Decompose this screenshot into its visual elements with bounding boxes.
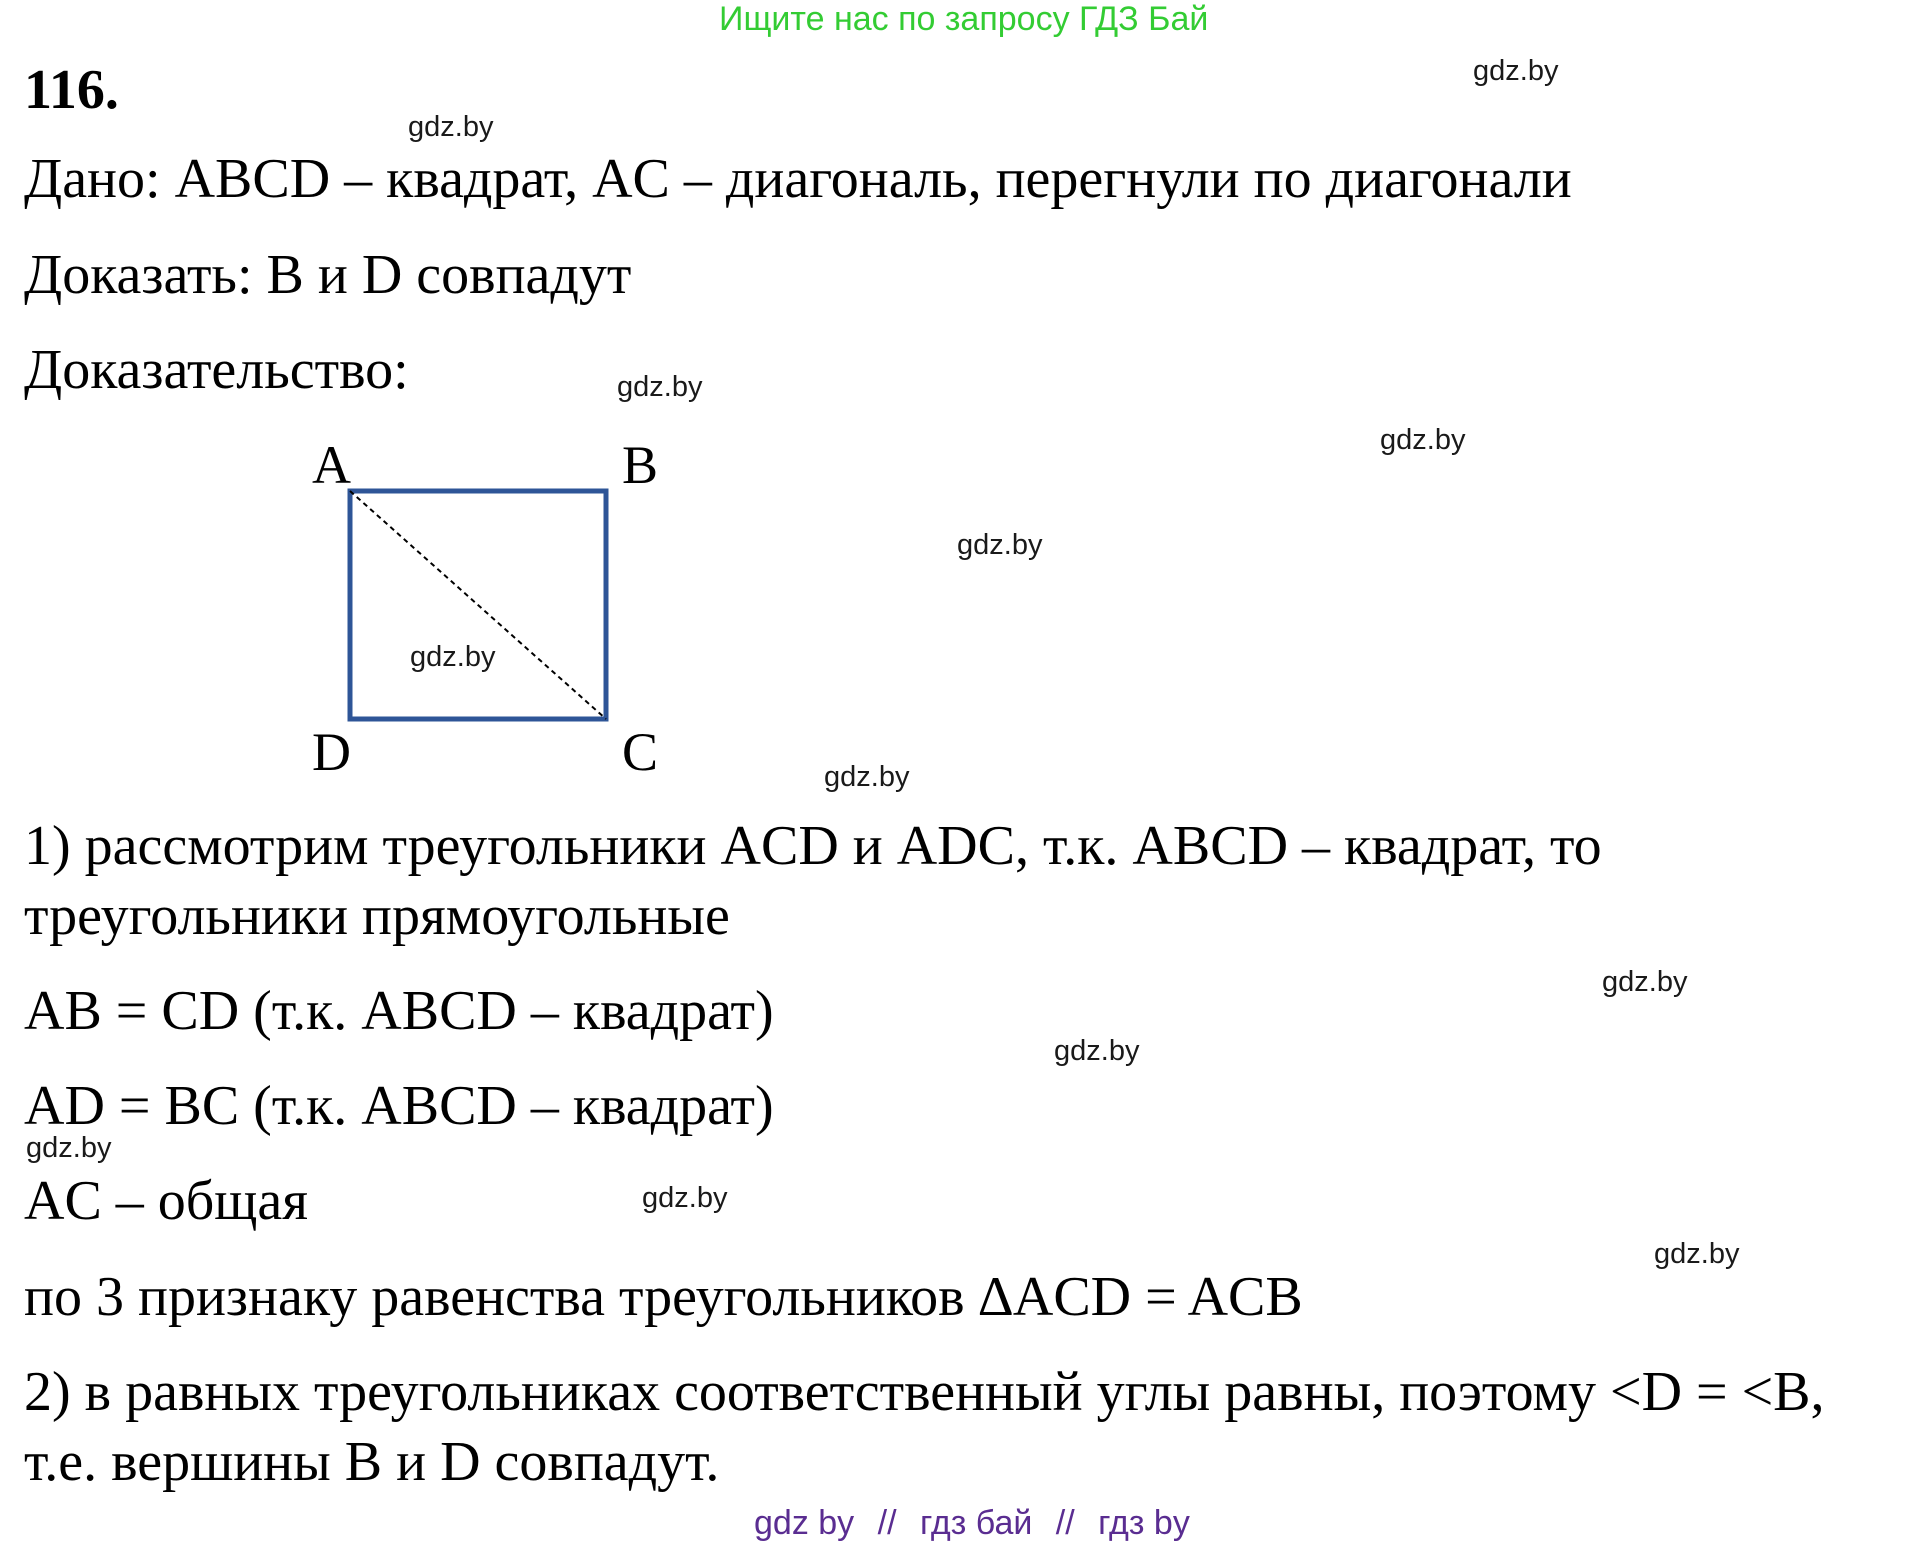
watermark: gdz.by: [26, 1132, 112, 1164]
footer-gdz-bai[interactable]: гдз бай: [920, 1504, 1033, 1542]
vertex-label-b: B: [622, 435, 659, 495]
footer-gdz-by-mixed[interactable]: гдз by: [1098, 1504, 1190, 1542]
watermark: gdz.by: [1054, 1035, 1140, 1067]
equality-ad-bc: AD = BC (т.к. ABCD – квадрат): [24, 1075, 774, 1137]
watermark: gdz.by: [957, 529, 1043, 561]
vertex-label-d: D: [312, 722, 351, 782]
footer-separator: //: [1055, 1504, 1075, 1542]
equality-ab-cd: AB = CD (т.к. ABCD – квадрат): [24, 980, 774, 1042]
triangle-criterion: по 3 признаку равенства треугольников ∆ACD = ACB: [24, 1266, 1303, 1328]
footer-links: [754, 1506, 1190, 1540]
problem-number: 116.: [24, 59, 119, 121]
step1-line2: треугольники прямоугольные: [24, 885, 730, 947]
step2-line1: 2) в равных треугольниках соответственный углы равны, поэтому <D = <B,: [24, 1361, 1825, 1423]
proof-heading: Доказательство:: [24, 339, 409, 401]
watermark: gdz.by: [1380, 424, 1466, 456]
watermark: gdz.by: [617, 371, 703, 403]
footer-gdz-by[interactable]: gdz by: [754, 1504, 855, 1542]
top-banner: Ищите нас по запросу ГДЗ Бай: [719, 0, 1209, 38]
prove-text: Доказать: B и D совпадут: [24, 244, 632, 306]
watermark: gdz.by: [1473, 55, 1559, 87]
common-side-ac: AC – общая: [24, 1170, 309, 1232]
step2-line2: т.е. вершины B и D совпадут.: [24, 1431, 720, 1493]
vertex-label-a: A: [312, 435, 351, 495]
step1-line1: 1) рассмотрим треугольники ACD и ADC, т.к. ABCD – квадрат, то: [24, 815, 1602, 877]
vertex-label-c: C: [622, 722, 659, 782]
footer-separator: //: [877, 1504, 897, 1542]
watermark: gdz.by: [1654, 1238, 1740, 1270]
watermark: gdz.by: [410, 641, 496, 673]
diagonal-ac: [350, 491, 606, 719]
given-text: Дано: ABCD – квадрат, AC – диагональ, перегнули по диагонали: [24, 148, 1572, 210]
watermark: gdz.by: [1602, 966, 1688, 998]
watermark: gdz.by: [408, 111, 494, 143]
watermark: gdz.by: [824, 761, 910, 793]
watermark: gdz.by: [642, 1182, 728, 1214]
